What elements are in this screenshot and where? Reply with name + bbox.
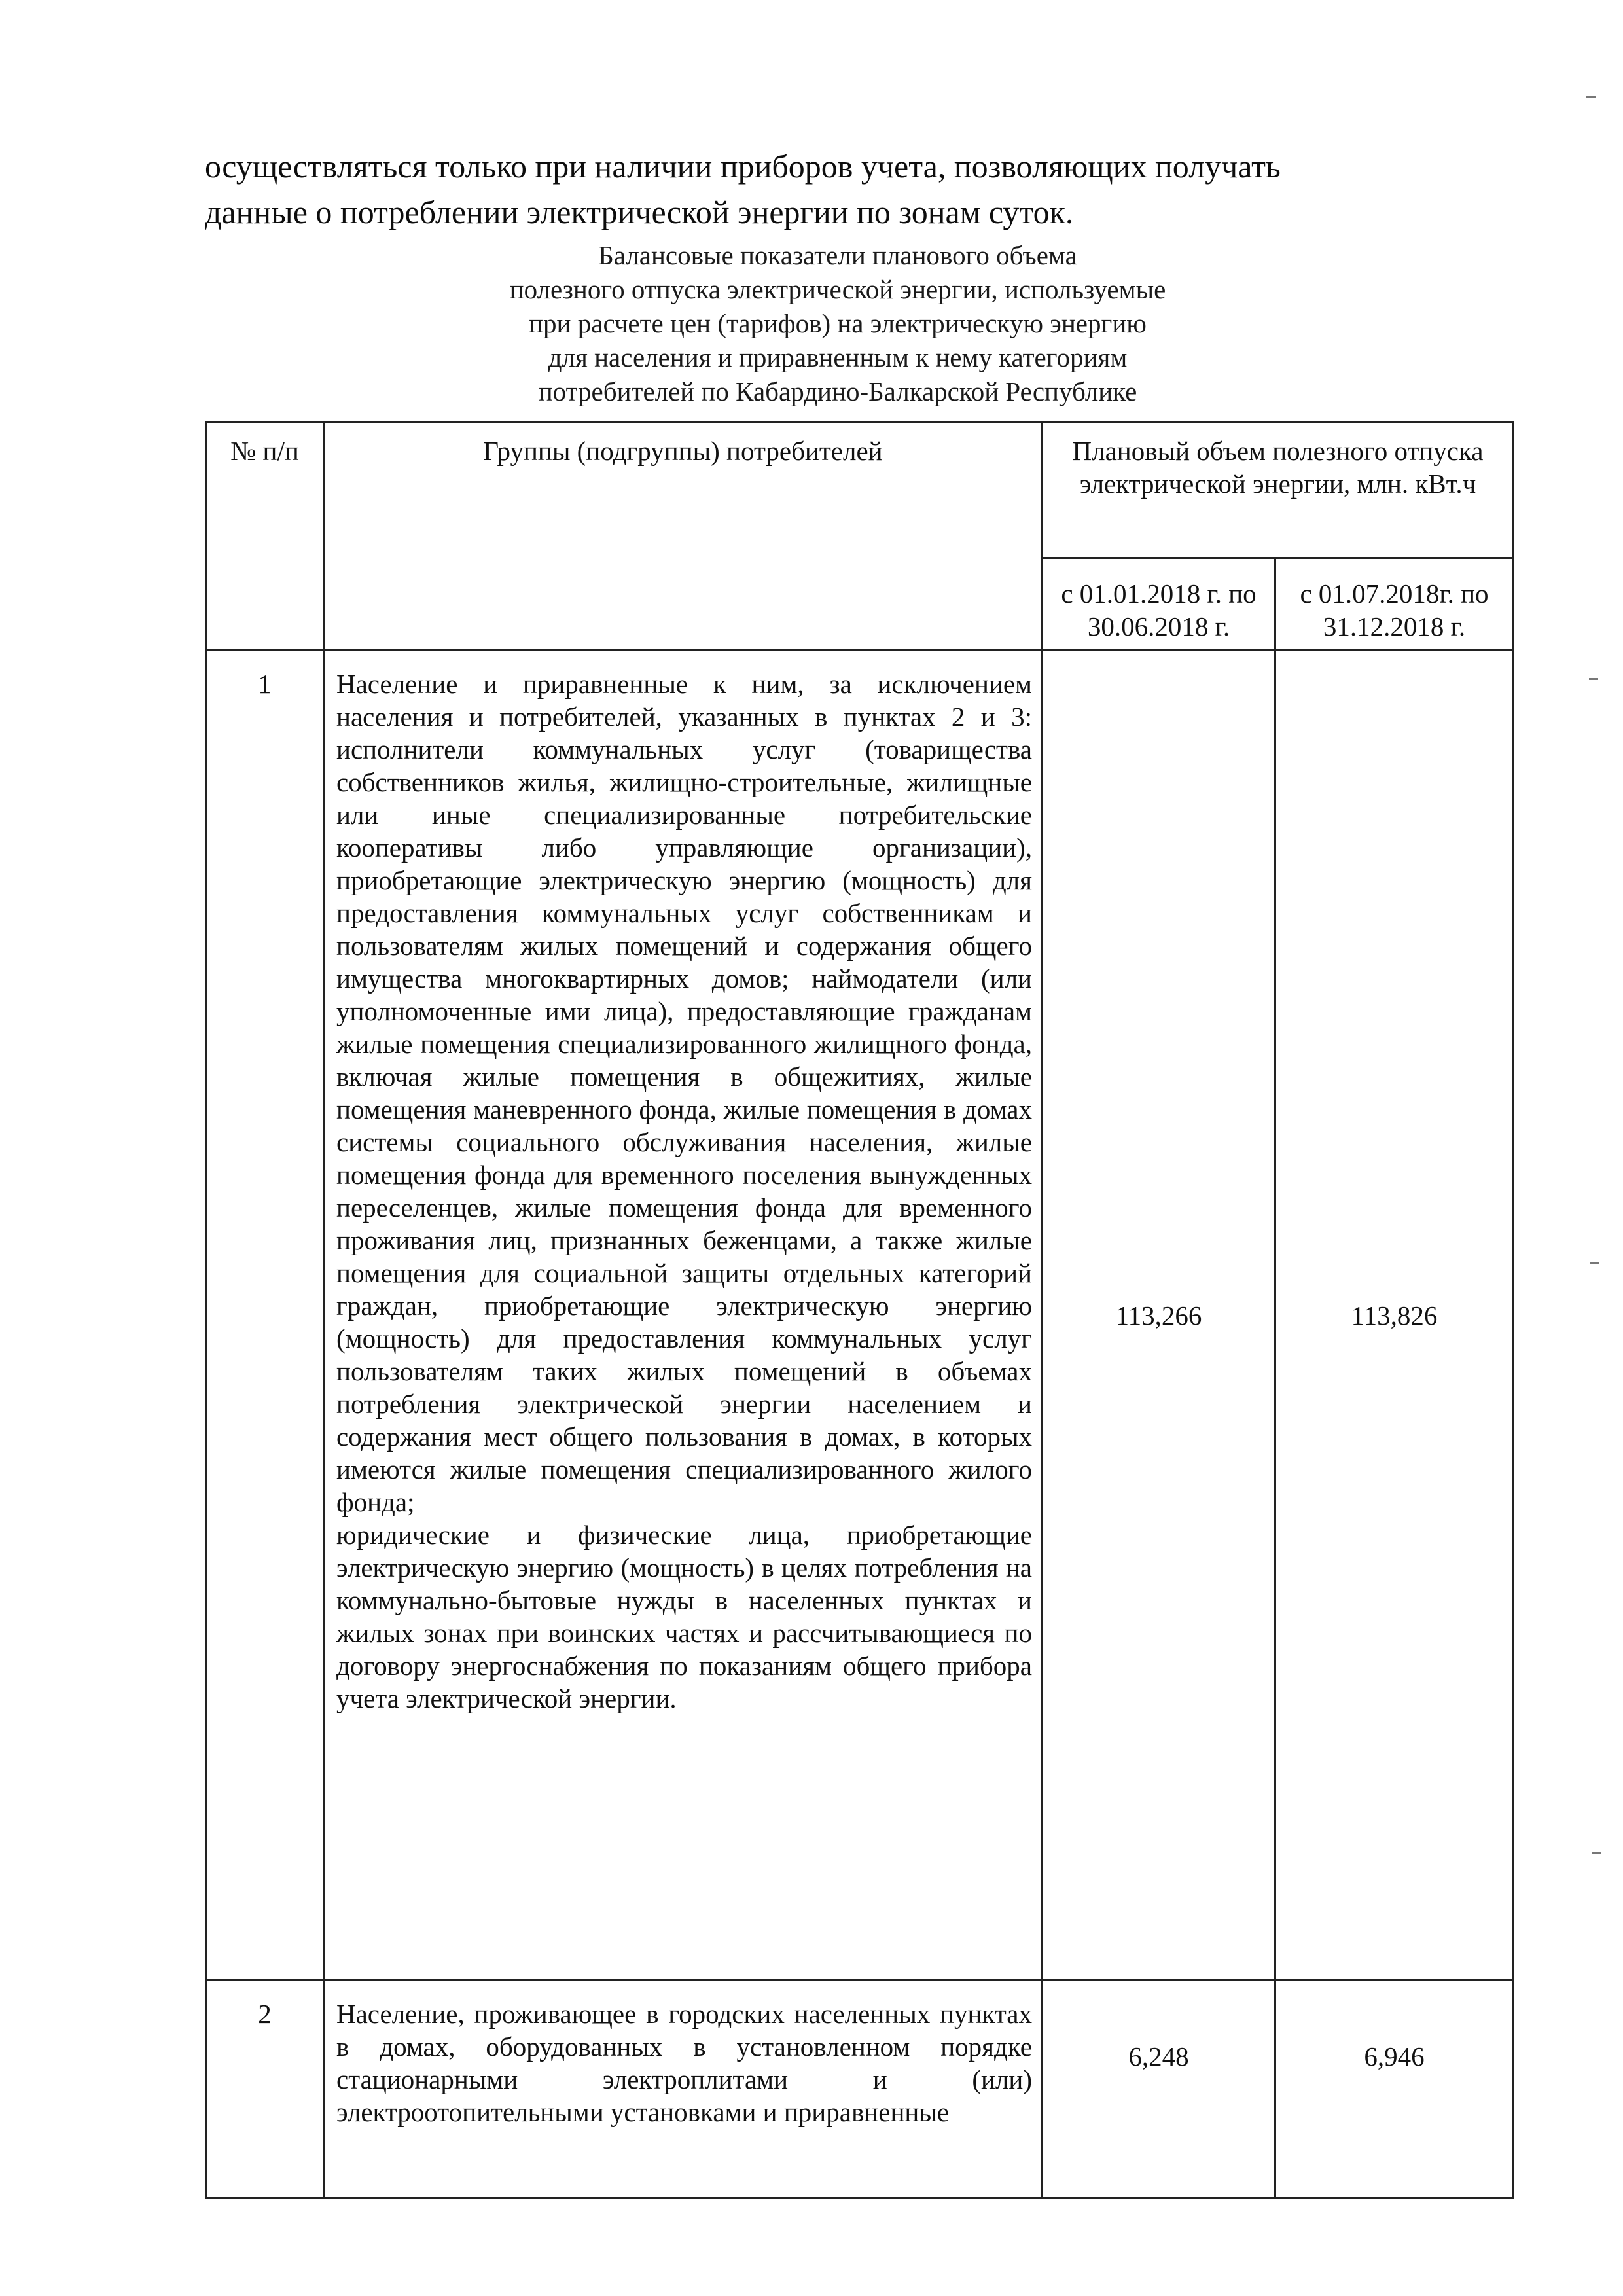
intro-line-1: осуществляться только при наличии приборов учета, позволяющих получать — [205, 148, 1281, 185]
row-description — [324, 1981, 1043, 2198]
header-period-1: с 01.01.2018 г. по 30.06.2018 г. — [1043, 558, 1275, 651]
intro-line-2: данные о потреблении электрической энергии по зонам суток. — [205, 194, 1074, 230]
caption-line: Балансовые показатели планового объема — [598, 240, 1077, 270]
table-row — [206, 651, 1514, 1981]
table-row — [206, 1981, 1514, 2198]
header-num: № п/п — [206, 422, 324, 651]
row-value-period-1: 113,266 — [1043, 651, 1275, 1981]
row-description-part: Население, проживающее в городских населенных пунктах в домах, оборудованных в установленном порядке стационарными электроплитами и (или) электроотопительными установками и приравненные — [336, 1999, 1032, 2127]
balance-table — [205, 421, 1514, 2199]
scan-margin-mark — [1590, 1262, 1599, 1264]
row-value-period-2: 6,946 — [1275, 1981, 1514, 2198]
scan-margin-mark — [1586, 96, 1596, 98]
table-header-row — [206, 422, 1514, 558]
row-value-period-2: 113,826 — [1275, 651, 1514, 1981]
header-group: Группы (подгруппы) потребителей — [324, 422, 1043, 651]
row-number: 2 — [206, 1981, 324, 2198]
caption-line: потребителей по Кабардино-Балкарской Республике — [538, 376, 1137, 406]
row-description-part: Население и приравненные к ним, за исключением населения и потребителей, указанных в пунктах 2 и 3: исполнители коммунальных услуг (товарищества собственников жилья, жилищно-строительные, жилищные или иные специализированные потребительские кооперативы либо управляющие организации), приобретающие электрическую энергию (мощность) для предоставления коммунальных услуг собственникам и пользователям жилых помещений и содержания общего имущества многоквартирных домов; наймодатели (или уполномоченные ими лица), предоставляющие гражданам жилые помещения специализированного жилищного фонда, включая жилые помещения в общежитиях, жилые помещения маневренного фонда, жилые помещения в домах системы социального обслуживания населения, жилые помещения фонда для временного поселения вынужденных переселенцев, жилые помещения фонда для временного проживания лиц, признанных беженцами, а также жилые помещения для социальной защиты отдельных категорий граждан, приобретающие электрическую энергию (мощность) для предоставления коммунальных услуг пользователям таких жилых помещений в объемах потребления электрической энергии населением и содержания мест общего пользования в домах, в которых имеются жилые помещения специализированного жилого фонда; — [336, 669, 1032, 1517]
header-volume: Плановый объем полезного отпуска электрической энергии, млн. кВт.ч — [1043, 422, 1514, 558]
scan-margin-mark — [1592, 1852, 1601, 1854]
row-number: 1 — [206, 651, 324, 1981]
row-description-part: юридические и физические лица, приобретающие электрическую энергию (мощность) в целях потребления на коммунально-бытовые нужды в населенных пунктах и жилых зонах при воинских частях и рассчитывающиеся по договору энергоснабжения по показаниям общего прибора учета электрической энергии. — [336, 1520, 1032, 1713]
header-period-2: с 01.07.2018г. по 31.12.2018 г. — [1275, 558, 1514, 651]
caption-line: полезного отпуска электрической энергии, используемые — [509, 274, 1166, 304]
row-value-period-1: 6,248 — [1043, 1981, 1275, 2198]
caption-line: при расчете цен (тарифов) на электрическую энергию — [529, 308, 1147, 338]
row-description — [324, 651, 1043, 1981]
table-caption — [262, 238, 1414, 408]
caption-line: для населения и приравненным к нему категориям — [548, 342, 1128, 372]
scan-margin-mark — [1589, 678, 1598, 680]
